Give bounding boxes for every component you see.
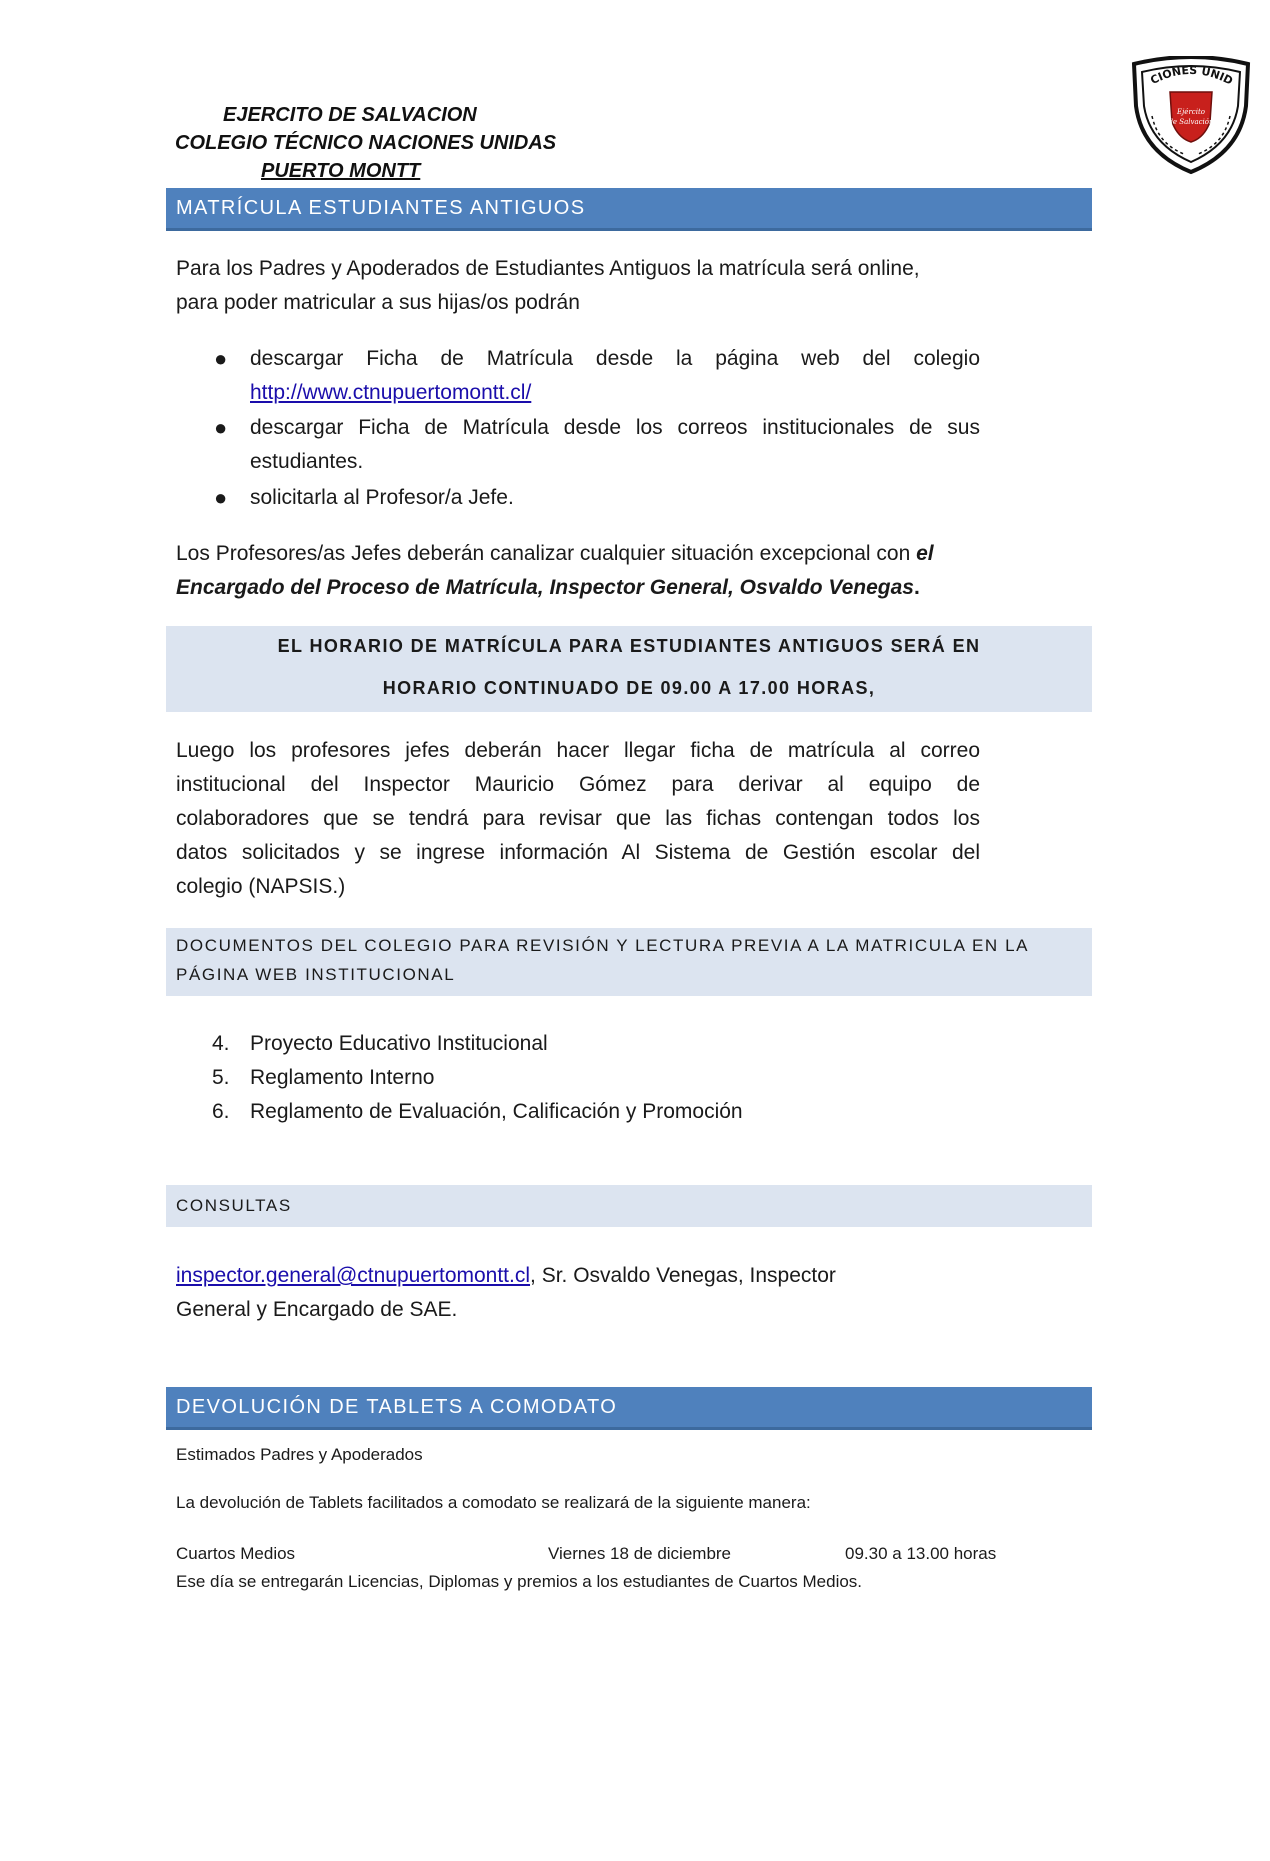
- documentos-title-line-2: PÁGINA WEB INSTITUCIONAL: [176, 965, 456, 984]
- school-crest-shield-icon: [1128, 56, 1254, 176]
- document-label: Proyecto Educativo Institucional: [250, 1032, 548, 1055]
- header-line-1: EJERCITO DE SALVACION: [223, 104, 477, 126]
- intro-line-1: Para los Padres y Apoderados de Estudiantes Antiguos la matrícula será online,: [176, 257, 920, 280]
- section-title-tablets: DEVOLUCIÓN DE TABLETS A COMODATO: [166, 1387, 1092, 1430]
- jefes-end: .: [913, 576, 920, 599]
- documentos-title-line-1: DOCUMENTOS DEL COLEGIO PARA REVISIÓN Y LECTURA PREVIA A LA MATRICULA EN LA: [176, 936, 1030, 955]
- bullet-text-3: solicitarla al Profesor/a Jefe.: [250, 486, 514, 509]
- tablets-intro: La devolución de Tablets facilitados a comodato se realizará de la siguiente manera:: [176, 1493, 811, 1512]
- tablets-greeting: Estimados Padres y Apoderados: [176, 1445, 423, 1464]
- inspector-email-link[interactable]: inspector.general@ctnupuertomontt.cl: [176, 1264, 531, 1287]
- document-label: Reglamento Interno: [250, 1066, 435, 1089]
- jefes-plain-text: Los Profesores/as Jefes deberán canalizar cualquier situación excepcional con: [176, 542, 917, 565]
- document-number: 4.: [212, 1032, 230, 1055]
- bullet-text-2: descargar Ficha de Matrícula desde los correos institucionales de sus estudiantes.: [250, 416, 980, 473]
- luego-line-5: colegio (NAPSIS.): [176, 875, 346, 898]
- tablets-schedule-group: Cuartos Medios: [176, 1544, 296, 1563]
- tablets-schedule-date: Viernes 18 de diciembre: [548, 1544, 732, 1563]
- consultas-line-2: General y Encargado de SAE.: [176, 1298, 458, 1321]
- jefes-bold-text-1: el: [916, 542, 934, 565]
- document-label: Reglamento de Evaluación, Calificación y Promoción: [250, 1100, 743, 1123]
- horario-banner: [166, 626, 1092, 712]
- svg-text:Ejército: Ejército: [1177, 108, 1205, 116]
- horario-line-1: EL HORARIO DE MATRÍCULA PARA ESTUDIANTES ANTIGUOS SERÁ EN: [277, 636, 981, 656]
- school-website-link[interactable]: http://www.ctnupuertomontt.cl/: [250, 381, 532, 404]
- document-number: 5.: [212, 1066, 230, 1089]
- luego-line-3: colaboradores que se tendrá para revisar que las fichas contengan todos los: [176, 807, 980, 830]
- bullet-item-1: [176, 342, 980, 410]
- bullet-icon: ●: [214, 485, 228, 510]
- intro-line-2: para poder matricular a sus hijas/os podrán: [176, 291, 580, 314]
- luego-line-1: Luego los profesores jefes deberán hacer llegar ficha de matrícula al correo: [176, 739, 980, 762]
- jefes-bold-text-2: Encargado del Proceso de Matrícula, Inspector General, Osvaldo Venegas: [176, 576, 914, 599]
- consultas-line-1: [176, 1259, 980, 1293]
- section-title-matricula: MATRÍCULA ESTUDIANTES ANTIGUOS: [166, 188, 1092, 231]
- bullet-item-2: [176, 411, 980, 479]
- section-title-documentos: [166, 928, 1092, 996]
- tablets-schedule-time: 09.30 a 13.00 horas: [845, 1544, 997, 1563]
- tablets-note: Ese día se entregarán Licencias, Diplomas y premios a los estudiantes de Cuartos Medios.: [176, 1572, 863, 1591]
- bullet-icon: ●: [214, 415, 228, 440]
- luego-line-2: institucional del Inspector Mauricio Gómez para derivar al equipo de: [176, 773, 980, 796]
- bullet-item-3: [176, 481, 980, 515]
- svg-text:de Salvación: de Salvación: [1168, 118, 1214, 126]
- jefes-paragraph: [176, 537, 1006, 605]
- logo-ring-text: CIONES UNID: [1148, 63, 1235, 88]
- horario-line-2: HORARIO CONTINUADO DE 09.00 A 17.00 HORAS,: [382, 678, 876, 698]
- header-line-2: COLEGIO TÉCNICO NACIONES UNIDAS: [175, 132, 557, 154]
- document-number: 6.: [212, 1100, 230, 1123]
- consultas-after-email: , Sr. Osvaldo Venegas, Inspector: [530, 1264, 836, 1287]
- header-line-3: PUERTO MONTT: [261, 160, 421, 182]
- school-crest-logo: [1128, 56, 1254, 176]
- section-title-consultas: CONSULTAS: [166, 1185, 1092, 1227]
- bullet-icon: ●: [214, 346, 228, 371]
- luego-line-4: datos solicitados y se ingrese información Al Sistema de Gestión escolar del: [176, 841, 980, 864]
- bullet-text-1: descargar Ficha de Matrícula desde la página web del colegio: [250, 347, 980, 370]
